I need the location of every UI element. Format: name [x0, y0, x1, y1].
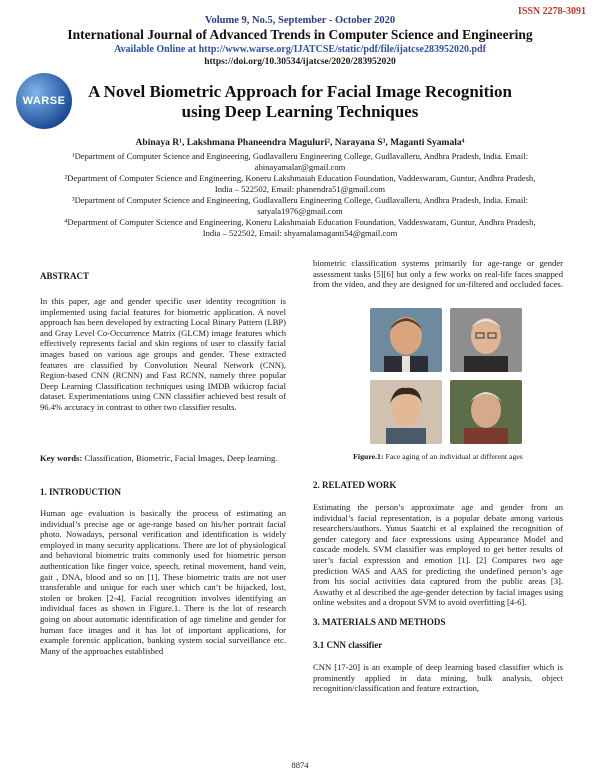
affiliation-1: ¹Department of Computer Science and Engineering, Gudlavalleru Engineering College, Gudlavalleru, Andhra Pradesh, India. Email: abinayamalar@gmail.com: [72, 151, 528, 172]
introduction-heading: 1. INTRODUCTION: [40, 487, 122, 497]
photo-older-adult: [450, 308, 522, 372]
affiliation-3: ³Department of Computer Science and Engineering, Gudlavalleru Engineering College, Gudlavalleru, Andhra Pradesh, India. Email: satyala1976@gmail.com: [72, 195, 528, 216]
journal-title: International Journal of Advanced Trends in Computer Science and Engineering: [67, 27, 533, 42]
cnn-classifier-heading: 3.1 CNN classifier: [313, 640, 383, 650]
photo-elder: [450, 380, 522, 444]
keywords: [40, 453, 286, 464]
materials-methods-heading: 3. MATERIALS AND METHODS: [313, 617, 446, 627]
face-aging-figure: [366, 306, 526, 452]
related-work-text: Estimating the person’s approximate age and gender from an individual’s facial representation, is a popular debate among various researchers/authors. Yunus Saatchi et al explained the recognition of gender category and face expressions using Appearance Model and cascade models. SVM classifier was employed to get better results of user’s facial expression and emotion [1]. [2] Compares two age prediction WAS and AAS for predicting the undefined person’s age from his social activities data captured from the public areas [3]. Aswathy et al described the age-gender detection by facial images using online websites and a dropout SVM to avoid overfitting [4-6].: [313, 502, 563, 608]
photo-teen: [370, 380, 442, 444]
warse-logo: [16, 73, 72, 129]
affiliation-4: ⁴Department of Computer Science and Engineering, Koneru Lakshmaiah Education Foundation, Vaddeswaram, Guntur, Andhra Pradesh, India – 522502, Email: shyamalamaganti54@gmail.com: [64, 217, 536, 238]
paper-title: A Novel Biometric Approach for Facial Image Recognition using Deep Learning Techniques: [88, 82, 512, 121]
figure-caption-text: Face aging of an individual at different ages: [385, 452, 523, 461]
cnn-classifier-text: CNN [17-20] is an example of deep learning based classifier which is prominently applied in data mining, bulk analysis, object recognition/classification and feature extraction,: [313, 662, 563, 694]
abstract-text: In this paper, age and gender specific user identity recognition is implemented using facial features for biometric application. A novel approach has been developed by extracting Local Binary Pattern (LBP) and Gray Level Co-Occurrence Matrix (GLCM) image features which effectively represents facial and skin regions of user to classify facial images based on various age groups and gender. These extracted features are classified by Convolution Neural Network (CNN), Region-based CNN (RCNN) and Fast RCNN, namely three popular Deep Learning Classification techniques using IMDB wikicrop facial dataset. Experimentations using CNN classifier achieved best result of 96.4% accuracy in contrast to other two classifier results.: [40, 296, 286, 412]
doi-link[interactable]: https://doi.org/10.30534/ijatcse/2020/283952020: [204, 57, 396, 67]
related-work-heading: 2. RELATED WORK: [313, 480, 397, 490]
volume-line: Volume 9, No.5, September - October 2020: [204, 15, 396, 26]
keywords-label: Key words:: [40, 453, 83, 463]
author-list: Abinaya R¹, Lakshmana Phaneendra Maguluri², Narayana S³, Maganti Syamala⁴: [135, 138, 465, 148]
figure-label: Figure.1:: [353, 452, 384, 461]
figure-caption: [313, 452, 563, 461]
photo-young-adult: [370, 308, 442, 372]
logo-text: WARSE: [22, 95, 66, 107]
introduction-continued: biometric classification systems primarily for age-range or gender assessment tasks [5][6] but only a few works on real-life faces snapped from the video, and they are designed for un-filtered and occluded faces.: [313, 258, 563, 290]
abstract-heading: ABSTRACT: [40, 271, 90, 281]
keywords-text: Classification, Biometric, Facial Images, Deep learning.: [84, 453, 278, 463]
issn-label: ISSN 2278-3091: [517, 6, 586, 17]
available-online-link[interactable]: Available Online at http://www.warse.org/IJATCSE/static/pdf/file/ijatcse283952020.pdf: [114, 44, 486, 55]
introduction-text: Human age evaluation is basically the process of estimating an individual’s precise age or age-range based on his/her portrait facial photo. Nowadays, personal verification and identification is widely employed in many security applications. There are lot of physiological and behavioral biometric traits commonly used for biometric person authentication like finger voice, speech, retinal movement, hand vein, gait , DNA, blood and so on [1]. These biometric traits are not user transferable and unique for each user which can’t be hijacked, lost, stolen or broken [2-4]. Facial recognition involves identifying an individual faces as shown in Figure.1. There is the lot of research going on about automatic identification of age timeline and gender for human face images and it has lot of important applications, for example forensic application, banking system social surveillance etc. Many of the approaches established: [40, 508, 286, 656]
affiliation-2: ²Department of Computer Science and Engineering, Koneru Lakshmaiah Education Foundation, Vaddeswaram, Guntur, Andhra Pradesh, India – 522502, Email: phanendra51@gmail.com: [64, 173, 536, 194]
page-number: 8874: [291, 760, 309, 770]
